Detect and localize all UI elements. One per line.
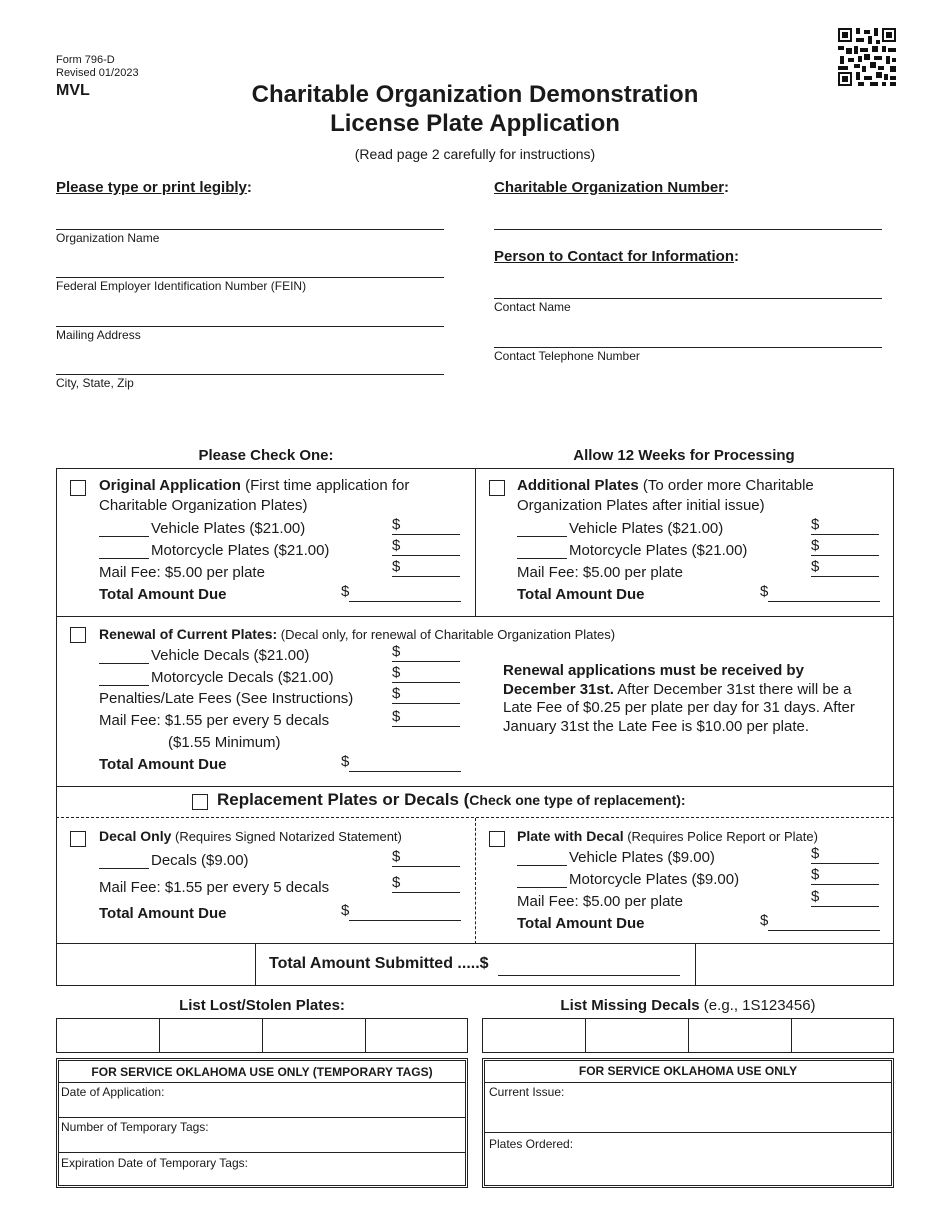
row-divider-3 [56,943,894,944]
revised-date: Revised 01/2023 [56,67,139,79]
decal-only-qty[interactable] [99,854,149,869]
replacement-vertical-divider [475,818,476,944]
plate-with-decal-motorcycle-label: Motorcycle Plates ($9.00) [569,871,740,888]
organization-name-field[interactable] [56,229,444,230]
plate-with-decal-motorcycle-qty[interactable] [517,873,567,888]
dollar-sign: $ [811,845,820,862]
lost-plates-grid [56,1018,468,1053]
organization-name-label: Organization Name [56,231,160,245]
plate-with-decal-vehicle-label: Vehicle Plates ($9.00) [569,849,715,866]
mailing-address-field[interactable] [56,326,444,327]
additional-motorcycle-label: Motorcycle Plates ($21.00) [569,542,748,559]
original-vehicle-row [99,520,305,537]
dollar-sign: $ [392,643,401,660]
row-divider [59,1117,465,1118]
renewal-vehicle-qty[interactable] [99,649,149,664]
dollar-sign: $ [392,708,401,725]
renewal-title [99,626,615,642]
plates-ordered-label: Plates Ordered: [489,1137,574,1151]
replacement-title [217,790,686,810]
page-subtitle: (Read page 2 carefully for instructions) [354,146,596,162]
original-vehicle-qty[interactable] [99,522,149,537]
renewal-desc: (Decal only, for renewal of Charitable Organization Plates) [277,627,616,642]
contact-name-field[interactable] [494,298,882,299]
date-of-application-label: Date of Application: [61,1085,165,1099]
original-application-checkbox[interactable] [70,480,86,496]
original-application-title [99,476,409,516]
renewal-motorcycle-row [99,669,334,686]
original-mail-fee: Mail Fee: $5.00 per plate [99,564,265,581]
dollar-sign: $ [392,558,401,575]
decal-only-title [99,828,402,844]
contact-heading-colon: : [734,248,739,265]
decal-only-total-label: Total Amount Due [99,905,227,922]
additional-plates-title [517,476,814,516]
dollar-sign: $ [392,685,401,702]
dollar-sign: $ [341,902,350,919]
office-use-box [482,1058,894,1188]
renewal-motorcycle-label: Motorcycle Decals ($21.00) [151,669,334,686]
original-desc-2: Charitable Organization Plates) [99,497,308,514]
decal-only-mail-fee: Mail Fee: $1.55 per every 5 decals [99,879,330,896]
dollar-sign: $ [392,537,401,554]
left-info-heading-text: Please type or print legibly [56,179,247,196]
dollar-sign: $ [811,558,820,575]
mailing-address-label: Mailing Address [56,328,141,342]
left-info-heading-colon: : [246,179,252,196]
additional-total-label: Total Amount Due [517,586,645,603]
agency-code: MVL [56,82,90,99]
renewal-notice [503,662,873,736]
fein-label: Federal Employer Identification Number (FEIN) [56,279,307,293]
renewal-vehicle-label: Vehicle Decals ($21.00) [151,647,310,664]
contact-name-label: Contact Name [494,300,571,314]
dollar-sign: $ [341,753,350,770]
plate-with-decal-vehicle-qty[interactable] [517,851,567,866]
office-use-temporary-tags-box [56,1058,468,1188]
plate-with-decal-title-text: Plate with Decal [517,828,624,844]
dollar-sign: $ [392,874,401,891]
grid-divider [262,1019,263,1052]
grid-divider [791,1019,792,1052]
row-divider [59,1082,465,1083]
dollar-sign: $ [811,537,820,554]
original-desc-1: (First time application for [240,477,410,494]
total-submitted-field[interactable] [498,975,680,976]
plate-with-decal-total-label: Total Amount Due [517,915,645,932]
number-of-temp-tags-label: Number of Temporary Tags: [61,1120,209,1134]
org-number-heading [494,179,729,196]
dollar-sign: $ [811,888,820,905]
grid-divider [159,1019,160,1052]
form-number: Form 796-D [56,54,115,66]
title-line-2: License Plate Application [330,110,620,137]
plate-with-decal-checkbox[interactable] [489,831,505,847]
additional-motorcycle-row [517,542,747,559]
grid-divider [585,1019,586,1052]
row-divider-2 [56,786,894,787]
missing-decals-label-text: List Missing Decals [560,997,700,1014]
contact-heading [494,248,739,265]
additional-plates-checkbox[interactable] [489,480,505,496]
original-title: Original Application [99,477,241,494]
renewal-vehicle-row [99,647,309,664]
plate-with-decal-vehicle-row [517,849,715,866]
org-number-field[interactable] [494,229,882,230]
city-state-zip-label: City, State, Zip [56,376,134,390]
dollar-sign: $ [811,866,820,883]
page-title [0,80,950,138]
decal-only-checkbox[interactable] [70,831,86,847]
dollar-sign: $ [760,583,769,600]
dollar-sign: $ [341,583,350,600]
office-use-heading: FOR SERVICE OKLAHOMA USE ONLY [578,1064,798,1078]
replacement-title-text: Replacement Plates or Decals ( [217,790,470,809]
org-number-heading-colon: : [724,179,730,196]
decal-only-title-text: Decal Only [99,828,172,844]
row-divider [485,1082,891,1083]
total-right-divider [695,943,696,986]
renewal-notice-rest: After December 31st there will be a Late Fee of $0.25 per plate per day for 31 days. After January 31st the Late Fee is $10.00 per plate. [503,680,855,735]
replacement-note: Check one type of replacement): [469,792,686,808]
title-line-1: Charitable Organization Demonstration [251,81,699,108]
original-motorcycle-label: Motorcycle Plates ($21.00) [151,542,330,559]
original-motorcycle-qty[interactable] [99,544,149,559]
original-total-label: Total Amount Due [99,586,227,603]
office-temp-heading: FOR SERVICE OKLAHOMA USE ONLY (TEMPORARY TAGS) [91,1065,433,1079]
missing-decals-example: (e.g., 1S123456) [699,997,816,1014]
plate-with-decal-mail-fee: Mail Fee: $5.00 per plate [517,893,683,910]
additional-title: Additional Plates [517,477,639,494]
top-divider [475,468,476,616]
original-motorcycle-row [99,542,329,559]
additional-desc-2: Organization Plates after initial issue) [517,497,765,514]
additional-vehicle-qty[interactable] [517,522,567,537]
renewal-checkbox[interactable] [70,627,86,643]
grid-divider [365,1019,366,1052]
additional-mail-fee: Mail Fee: $5.00 per plate [517,564,683,581]
processing-heading: Allow 12 Weeks for Processing [573,447,795,464]
dollar-sign: $ [760,912,769,929]
renewal-mail-fee: Mail Fee: $1.55 per every 5 decals [99,712,330,729]
decal-only-desc: (Requires Signed Notarized Statement) [171,829,402,844]
row-divider [485,1132,891,1133]
dollar-sign: $ [392,664,401,681]
fein-field[interactable] [56,277,444,278]
missing-decals-grid [482,1018,894,1053]
current-issue-label: Current Issue: [489,1085,565,1099]
row-divider-1 [56,616,894,617]
check-one-heading: Please Check One: [198,447,334,464]
temp-tags-expiration-label: Expiration Date of Temporary Tags: [61,1156,248,1170]
contact-phone-field[interactable] [494,347,882,348]
renewal-motorcycle-qty[interactable] [99,671,149,686]
replacement-checkbox[interactable] [192,794,208,810]
renewal-mail-min: ($1.55 Minimum) [168,734,281,751]
dollar-sign: $ [392,516,401,533]
lost-plates-label: List Lost/Stolen Plates: [179,997,345,1014]
additional-desc-1: (To order more Charitable [638,477,814,494]
renewal-notice-bold: Renewal applications must be received by December 31st. [503,662,804,698]
dollar-sign: $ [811,516,820,533]
original-vehicle-label: Vehicle Plates ($21.00) [151,520,306,537]
missing-decals-label [482,997,894,1014]
renewal-penalties: Penalties/Late Fees (See Instructions) [99,690,354,707]
qr-code-icon [838,28,896,86]
renewal-title-text: Renewal of Current Plates: [99,626,278,642]
total-submitted-label: Total Amount Submitted .....$ [269,955,489,972]
additional-vehicle-label: Vehicle Plates ($21.00) [569,520,724,537]
renewal-total-label: Total Amount Due [99,756,227,773]
additional-vehicle-row [517,520,723,537]
row-divider [59,1152,465,1153]
city-state-zip-field[interactable] [56,374,444,375]
contact-heading-text: Person to Contact for Information [494,248,734,265]
plate-with-decal-desc: (Requires Police Report or Plate) [623,829,818,844]
contact-phone-label: Contact Telephone Number [494,349,640,363]
additional-motorcycle-qty[interactable] [517,544,567,559]
decal-only-decals-label: Decals ($9.00) [151,852,249,869]
plate-with-decal-title [517,828,818,844]
decal-only-decals-row [99,852,249,869]
grid-divider [688,1019,689,1052]
left-info-heading [56,179,252,196]
plate-with-decal-motorcycle-row [517,871,739,888]
org-number-heading-text: Charitable Organization Number [494,179,725,196]
total-left-divider [255,943,256,986]
dollar-sign: $ [392,848,401,865]
